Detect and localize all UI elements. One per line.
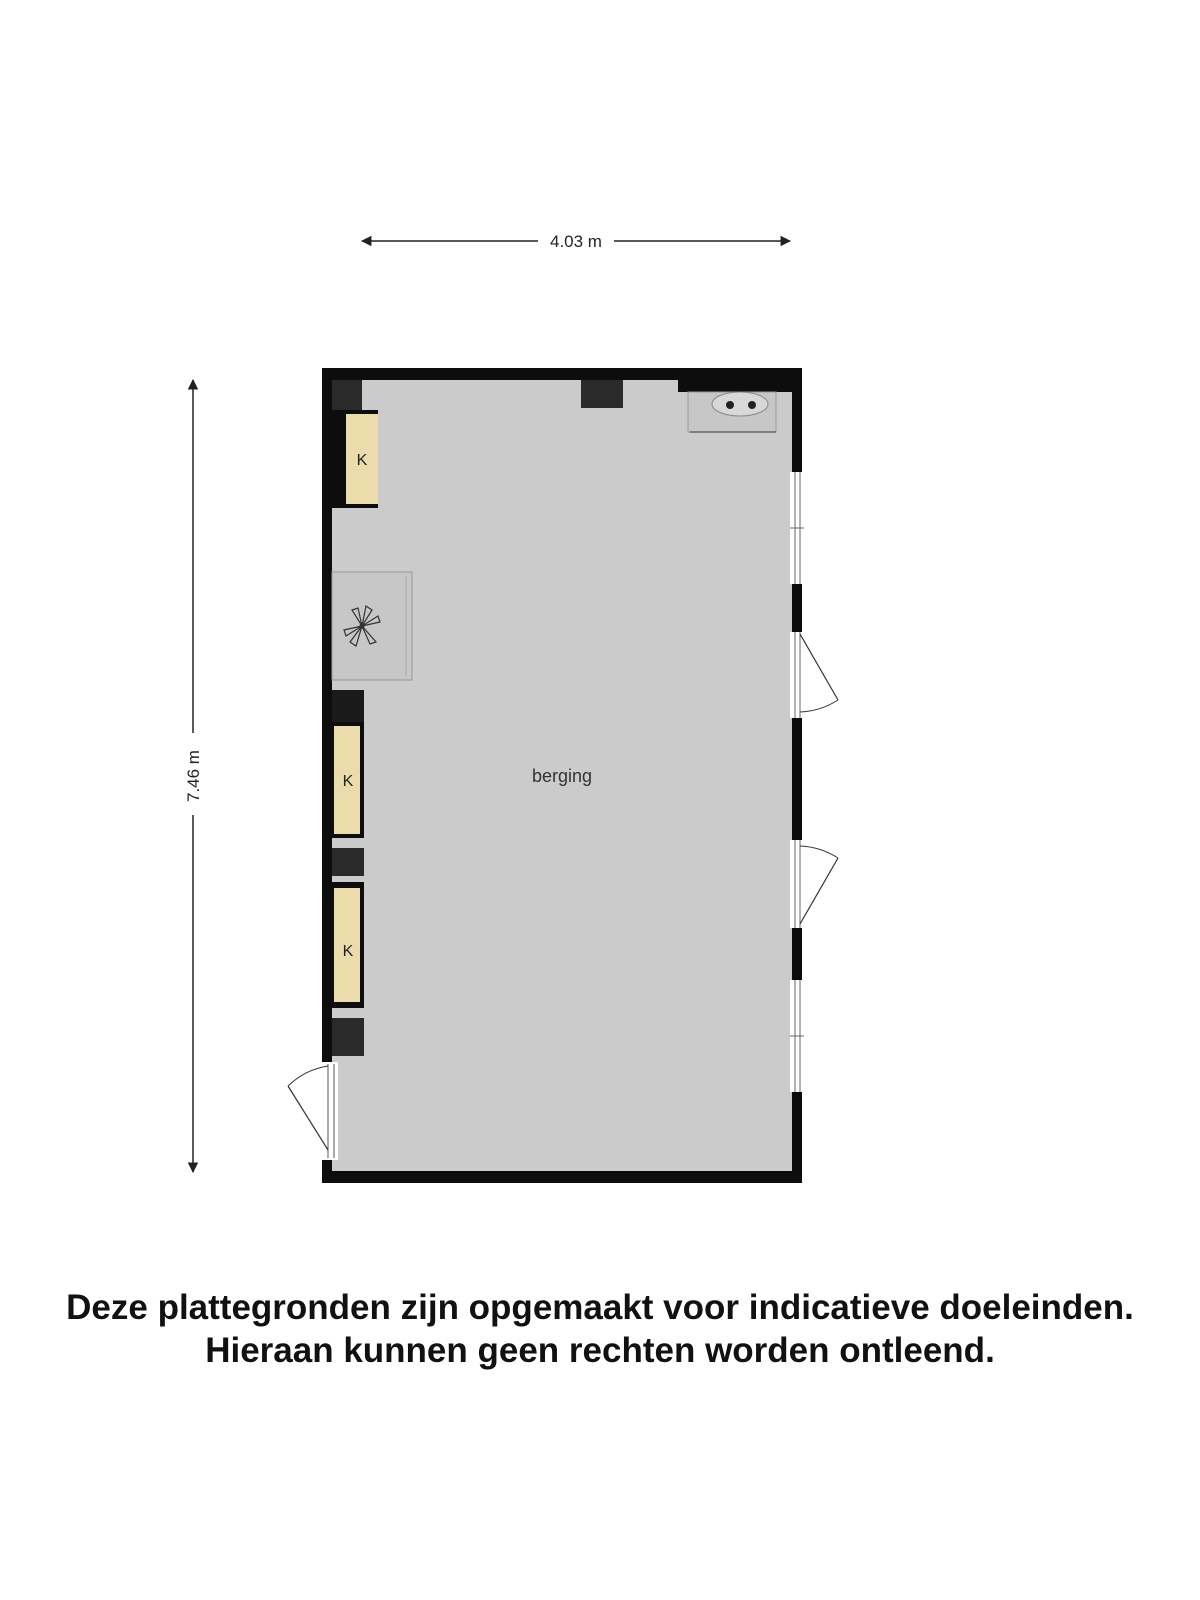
disclaimer-line-1: Deze plattegronden zijn opgemaakt voor indicatieve doeleinden.	[66, 1288, 1134, 1327]
height-dimension-label: 7.46 m	[184, 750, 203, 802]
right-window-1	[790, 472, 804, 584]
disclaimer-line-2: Hieraan kunnen geen rechten worden ontleend.	[205, 1331, 995, 1370]
right-window-2	[790, 980, 804, 1092]
boiler-unit	[332, 572, 412, 680]
left-door	[288, 1062, 338, 1160]
room-label: berging	[531, 766, 593, 786]
height-dimension	[184, 380, 203, 1172]
cabinet-3	[332, 882, 364, 1008]
wall-block-between	[332, 848, 364, 876]
right-door-1	[790, 632, 838, 718]
width-dimension	[362, 232, 790, 251]
width-dimension-label: 4.03 m	[550, 232, 602, 251]
column-block	[581, 380, 623, 408]
disclaimer	[0, 1286, 1200, 1372]
right-door-2	[790, 840, 838, 928]
wall-block-top	[332, 380, 362, 410]
cabinet-2-label: K	[342, 773, 354, 790]
cabinet-1	[332, 410, 378, 508]
cabinet-3-label: K	[342, 943, 354, 960]
sink	[688, 392, 776, 432]
wall-block-mid	[332, 690, 364, 722]
wall-block-bottom	[332, 1018, 364, 1056]
cabinet-1-label: K	[356, 452, 368, 469]
sink-wall-section	[678, 380, 792, 392]
cabinet-2	[332, 722, 364, 838]
